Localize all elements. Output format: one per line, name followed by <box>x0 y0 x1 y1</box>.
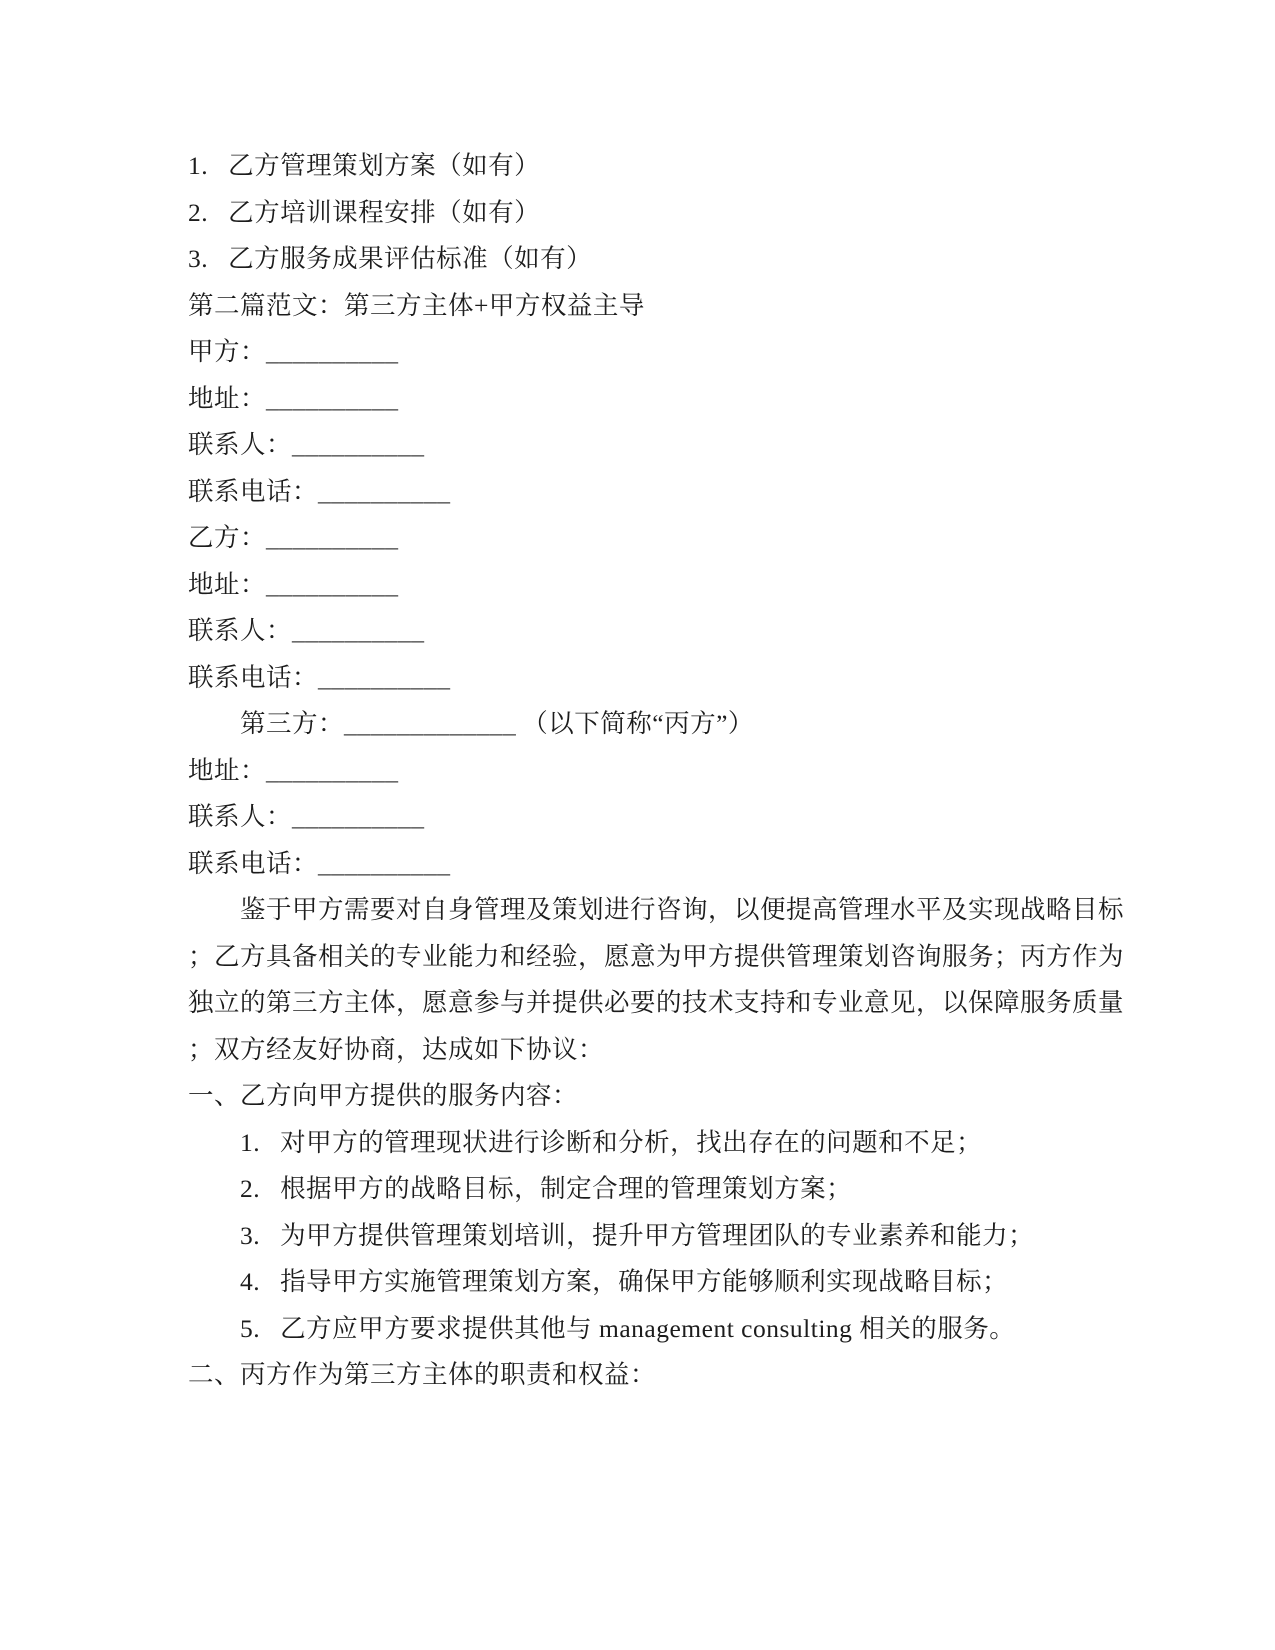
appendix-item-number: 3. <box>188 244 209 273</box>
clause-1-item <box>188 1306 1125 1353</box>
fill-in-blank: _____________ <box>344 709 517 738</box>
appendix-item-text: 乙方管理策划方案（如有） <box>228 151 541 180</box>
field-label: 第三方： <box>240 709 345 738</box>
preamble-line: 鉴于甲方需要对自身管理及策划进行咨询，以便提高管理水平及实现战略目标 <box>240 895 1125 924</box>
field-label: 联系电话： <box>188 848 319 878</box>
field-label: 联系人： <box>188 430 293 459</box>
party-b-phone-line <box>188 655 1125 702</box>
fill-in-blank: __________ <box>266 755 399 785</box>
fill-in-blank: __________ <box>292 616 425 645</box>
party-c-address-line <box>188 748 1125 795</box>
clause-item-number: 5. <box>240 1313 261 1343</box>
fill-in-blank: __________ <box>292 430 425 459</box>
field-label: 联系人： <box>188 616 293 645</box>
appendix-item-text: 乙方服务成果评估标准（如有） <box>228 244 593 273</box>
clause-1-item <box>188 1259 1125 1306</box>
fill-in-blank: __________ <box>266 523 399 552</box>
party-b-address-line <box>188 562 1125 609</box>
clause-item-text: 根据甲方的战略目标，制定合理的管理策划方案； <box>280 1174 853 1203</box>
preamble-line: ；乙方具备相关的专业能力和经验，愿意为甲方提供管理策划咨询服务；丙方作为 <box>188 941 1125 971</box>
clause-item-text: 乙方应甲方要求提供其他与 management consulting 相关的服务。 <box>280 1313 1016 1343</box>
party-c-intro-line <box>188 701 1125 748</box>
fill-in-blank: __________ <box>266 337 399 366</box>
clause-item-text: 指导甲方实施管理策划方案，确保甲方能够顺利实现战略目标； <box>280 1267 1009 1296</box>
clause-item-number: 2. <box>240 1174 261 1203</box>
appendix-item-number: 1. <box>188 151 209 180</box>
field-label: 联系人： <box>188 802 293 831</box>
clause-1-item <box>188 1120 1125 1167</box>
field-label: 地址： <box>188 569 267 599</box>
field-label: 乙方： <box>188 523 267 552</box>
fill-in-blank: __________ <box>318 662 451 692</box>
party-c-alias-note: （以下简称“丙方”） <box>522 709 754 738</box>
fill-in-blank: __________ <box>318 476 451 506</box>
fill-in-blank: __________ <box>266 383 399 413</box>
clause-1-item <box>188 1213 1125 1260</box>
clause-item-number: 4. <box>240 1267 261 1296</box>
appendix-list-item <box>188 236 1125 283</box>
fill-in-blank: __________ <box>292 802 425 831</box>
clause-item-text: 为甲方提供管理策划培训，提升甲方管理团队的专业素养和能力； <box>280 1220 1035 1250</box>
party-b-name-line <box>188 515 1125 562</box>
party-a-address-line <box>188 376 1125 423</box>
party-a-name-line <box>188 329 1125 376</box>
clause-item-number: 3. <box>240 1220 261 1250</box>
field-label: 联系电话： <box>188 662 319 692</box>
party-a-phone-line <box>188 469 1125 516</box>
field-label: 甲方： <box>188 337 267 366</box>
fill-in-blank: __________ <box>318 848 451 878</box>
clause-1-item <box>188 1166 1125 1213</box>
party-b-contact-line <box>188 608 1125 655</box>
party-c-contact-line <box>188 794 1125 841</box>
appendix-item-number: 2. <box>188 197 209 227</box>
appendix-list-item <box>188 190 1125 237</box>
preamble-line: 独立的第三方主体，愿意参与并提供必要的技术支持和专业意见，以保障服务质量 <box>188 988 1125 1017</box>
appendix-item-text: 乙方培训课程安排（如有） <box>228 197 541 227</box>
clause-item-text: 对甲方的管理现状进行诊断和分析，找出存在的问题和不足； <box>280 1127 983 1157</box>
field-label: 联系电话： <box>188 476 319 506</box>
clause-1-heading: 一、乙方向甲方提供的服务内容： <box>188 1081 579 1110</box>
fill-in-blank: __________ <box>266 569 399 599</box>
clause-item-number: 1. <box>240 1127 261 1157</box>
appendix-list-item <box>188 143 1125 190</box>
party-a-contact-line <box>188 422 1125 469</box>
preamble-line: ；双方经友好协商，达成如下协议： <box>188 1034 605 1064</box>
section-heading: 第二篇范文：第三方主体+甲方权益主导 <box>188 290 645 320</box>
field-label: 地址： <box>188 383 267 413</box>
field-label: 地址： <box>188 755 267 785</box>
clause-2-heading: 二、丙方作为第三方主体的职责和权益： <box>188 1360 657 1389</box>
party-c-phone-line <box>188 841 1125 888</box>
